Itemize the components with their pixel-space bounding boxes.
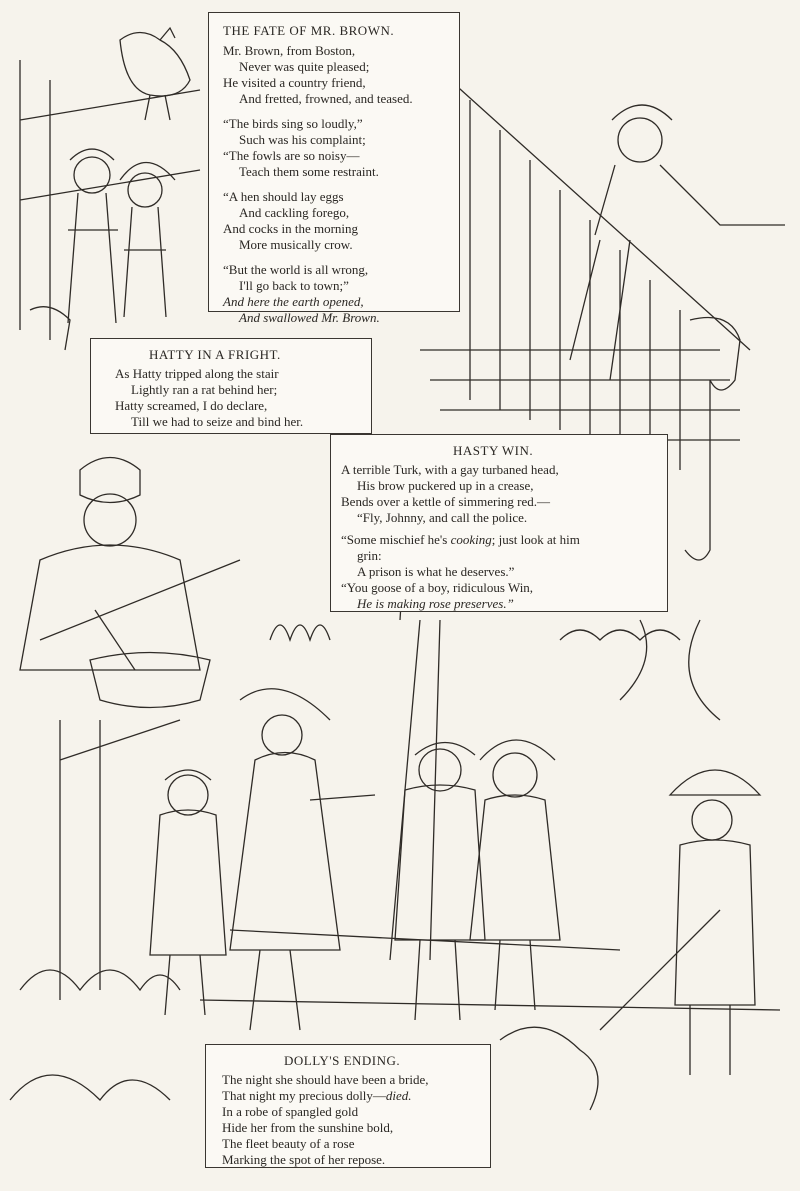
poem-title: THE FATE OF MR. BROWN. [223, 23, 395, 38]
poem-line: “But the world is all wrong, [223, 262, 369, 277]
poem-line: Till we had to seize and bind her. [131, 414, 304, 429]
poem-line: A terrible Turk, with a gay turbaned head, [341, 462, 559, 477]
poem-text: “Some mischief he's [341, 532, 448, 547]
poem-line: A prison is what he deserves.” [357, 564, 515, 579]
poem-line: “The fowls are so noisy— [223, 148, 360, 163]
poem-line: And cocks in the morning [223, 221, 359, 236]
poem-line: In a robe of spangled gold [222, 1104, 359, 1119]
rooster-and-fence-drawing [20, 28, 200, 350]
poem-line [222, 1088, 490, 1104]
poem-line: Lightly ran a rat behind her; [131, 382, 278, 397]
poem-line: And swallowed Mr. Brown. [239, 310, 380, 325]
poem-line: “A hen should lay eggs [223, 189, 344, 204]
children-drawing [150, 689, 760, 1075]
poem-line: grin: [357, 548, 382, 563]
poem-line: I'll go back to town;” [239, 278, 349, 293]
poem-line: And fretted, frowned, and teased. [239, 91, 413, 106]
poem-line: As Hatty tripped along the stair [115, 366, 279, 381]
poem-text: ; just look at him [491, 532, 580, 547]
poem-line: Mr. Brown, from Boston, [223, 43, 356, 58]
poem-title: DOLLY'S ENDING. [284, 1053, 401, 1068]
poem-line: And here the earth opened, [223, 294, 364, 309]
turk-drawing [20, 458, 240, 1001]
poem-line: And cackling forego, [239, 205, 350, 220]
poem-card-brown [208, 12, 460, 325]
poem-line: Hide her from the sunshine bold, [222, 1120, 394, 1135]
poem-line: “The birds sing so loudly,” [223, 116, 363, 131]
poem-line [341, 532, 667, 548]
poem-line: Teach them some restraint. [239, 164, 379, 179]
poem-line: Marking the spot of her repose. [222, 1152, 386, 1167]
poem-card-dolly [205, 1044, 491, 1168]
poem-line: Never was quite pleased; [239, 59, 370, 74]
poem-text-italic: died. [385, 1088, 412, 1103]
poem-title: HATTY IN A FRIGHT. [149, 347, 281, 362]
poem-line: He visited a country friend, [223, 75, 366, 90]
poem-line: Bends over a kettle of simmering red.— [341, 494, 551, 509]
poem-line: The night she should have been a bride, [222, 1072, 429, 1087]
poem-card-hatty [90, 338, 372, 434]
poem-line: The fleet beauty of a rose [222, 1136, 355, 1151]
poem-line: He is making rose preserves.” [357, 596, 514, 611]
poem-text-italic: cooking [450, 532, 492, 547]
poem-text: That night my precious dolly— [222, 1088, 386, 1103]
poem-line: More musically crow. [239, 237, 353, 252]
poem-line: Such was his complaint; [239, 132, 366, 147]
poem-line: “Fly, Johnny, and call the police. [357, 510, 528, 525]
poem-title: HASTY WIN. [453, 443, 534, 458]
poem-line: Hatty screamed, I do declare, [115, 398, 268, 413]
poem-line: His brow puckered up in a crease, [357, 478, 534, 493]
poem-line: “You goose of a boy, ridiculous Win, [341, 580, 534, 595]
poem-card-win [330, 434, 668, 612]
